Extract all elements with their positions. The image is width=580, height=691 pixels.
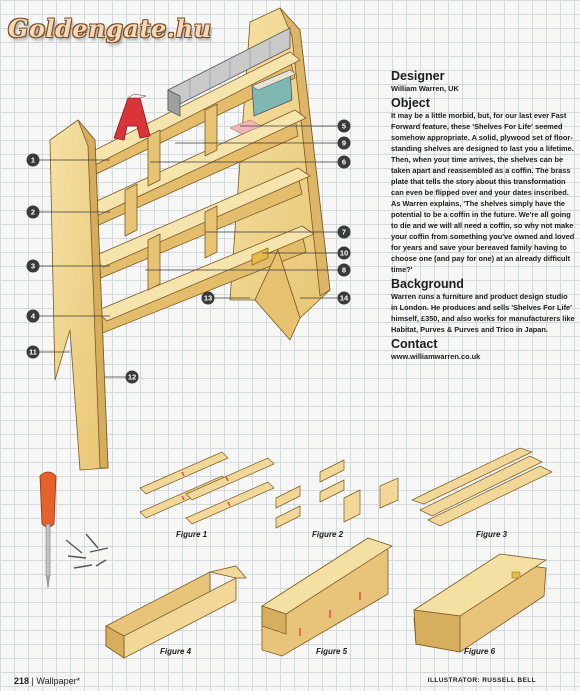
illustrator-credit: ILLUSTRATOR: RUSSELL BELL — [427, 677, 536, 684]
callout-10: 10 — [339, 248, 349, 258]
callout-14: 14 — [339, 293, 349, 303]
page-footer — [14, 676, 80, 686]
callout-8: 8 — [341, 265, 347, 275]
designer-heading: Designer — [391, 69, 445, 83]
callout-13: 13 — [203, 293, 213, 303]
callout-4: 4 — [30, 311, 36, 321]
background-heading: Background — [391, 277, 464, 291]
figure-6-coffin — [414, 554, 546, 652]
figure-5-coffin — [262, 538, 392, 656]
figure-1-planks — [140, 452, 274, 524]
screwdriver-icon — [40, 472, 56, 588]
figure-3-label: Figure 3 — [476, 530, 508, 539]
callout-1: 1 — [30, 155, 36, 165]
contact-link[interactable]: www.williamwarren.co.uk — [391, 352, 481, 361]
figure-1-label: Figure 1 — [176, 530, 208, 539]
callout-12: 12 — [127, 372, 137, 382]
object-text: It may be a little morbid, but, for our last ever Fast Forward feature, these 'Shelves For Life' seemed somehow appropriate. A solid, plywood set of floor-standing shelves are designed to last you a lifetime. Then, when your time arrives, the shelves can be taken apart and reassembled as a coffin. The brass plate that tells the story about this transformation can even be flipped over and your dates inscribed. As Warren explains, 'The shelves simply have the potential to be a coffin in the future. We're all going to die and we will all need a coffin, so why not make your coffin from something you've owned and loved for years and save your bereaved family having to choose one (and pay for one) at an already difficult time?' — [391, 111, 575, 274]
figure-2-pieces — [276, 460, 398, 528]
article-text — [391, 69, 576, 364]
page-number: 218 — [14, 676, 30, 686]
screws-icon — [66, 534, 108, 568]
callout-11: 11 — [29, 347, 37, 357]
footer-separator: | — [31, 676, 34, 686]
callout-2: 2 — [30, 207, 36, 217]
figure-4-frame — [106, 566, 246, 658]
figure-5-label: Figure 5 — [316, 647, 348, 656]
figure-4-label: Figure 4 — [160, 647, 192, 656]
callout-5: 5 — [341, 121, 347, 131]
figure-2-label: Figure 2 — [312, 530, 344, 539]
designer-text: William Warren, UK — [391, 84, 459, 93]
watermark-logo: Goldengate.hu — [8, 14, 212, 43]
figure-3-slats — [412, 448, 552, 526]
background-text: Warren runs a furniture and product design studio in London. He produces and sells 'Shelves For Life' himself, £350, and also works for manufacturers like Habitat, Purves & Purves and Trico in Japan. — [391, 292, 575, 334]
object-heading: Object — [391, 96, 430, 110]
callout-7: 7 — [341, 227, 347, 237]
magazine-name: Wallpaper* — [36, 676, 81, 686]
callout-9: 9 — [341, 138, 347, 148]
callout-6: 6 — [341, 157, 347, 167]
figure-6-label: Figure 6 — [464, 647, 496, 656]
callout-3: 3 — [30, 261, 36, 271]
contact-heading: Contact — [391, 337, 438, 351]
